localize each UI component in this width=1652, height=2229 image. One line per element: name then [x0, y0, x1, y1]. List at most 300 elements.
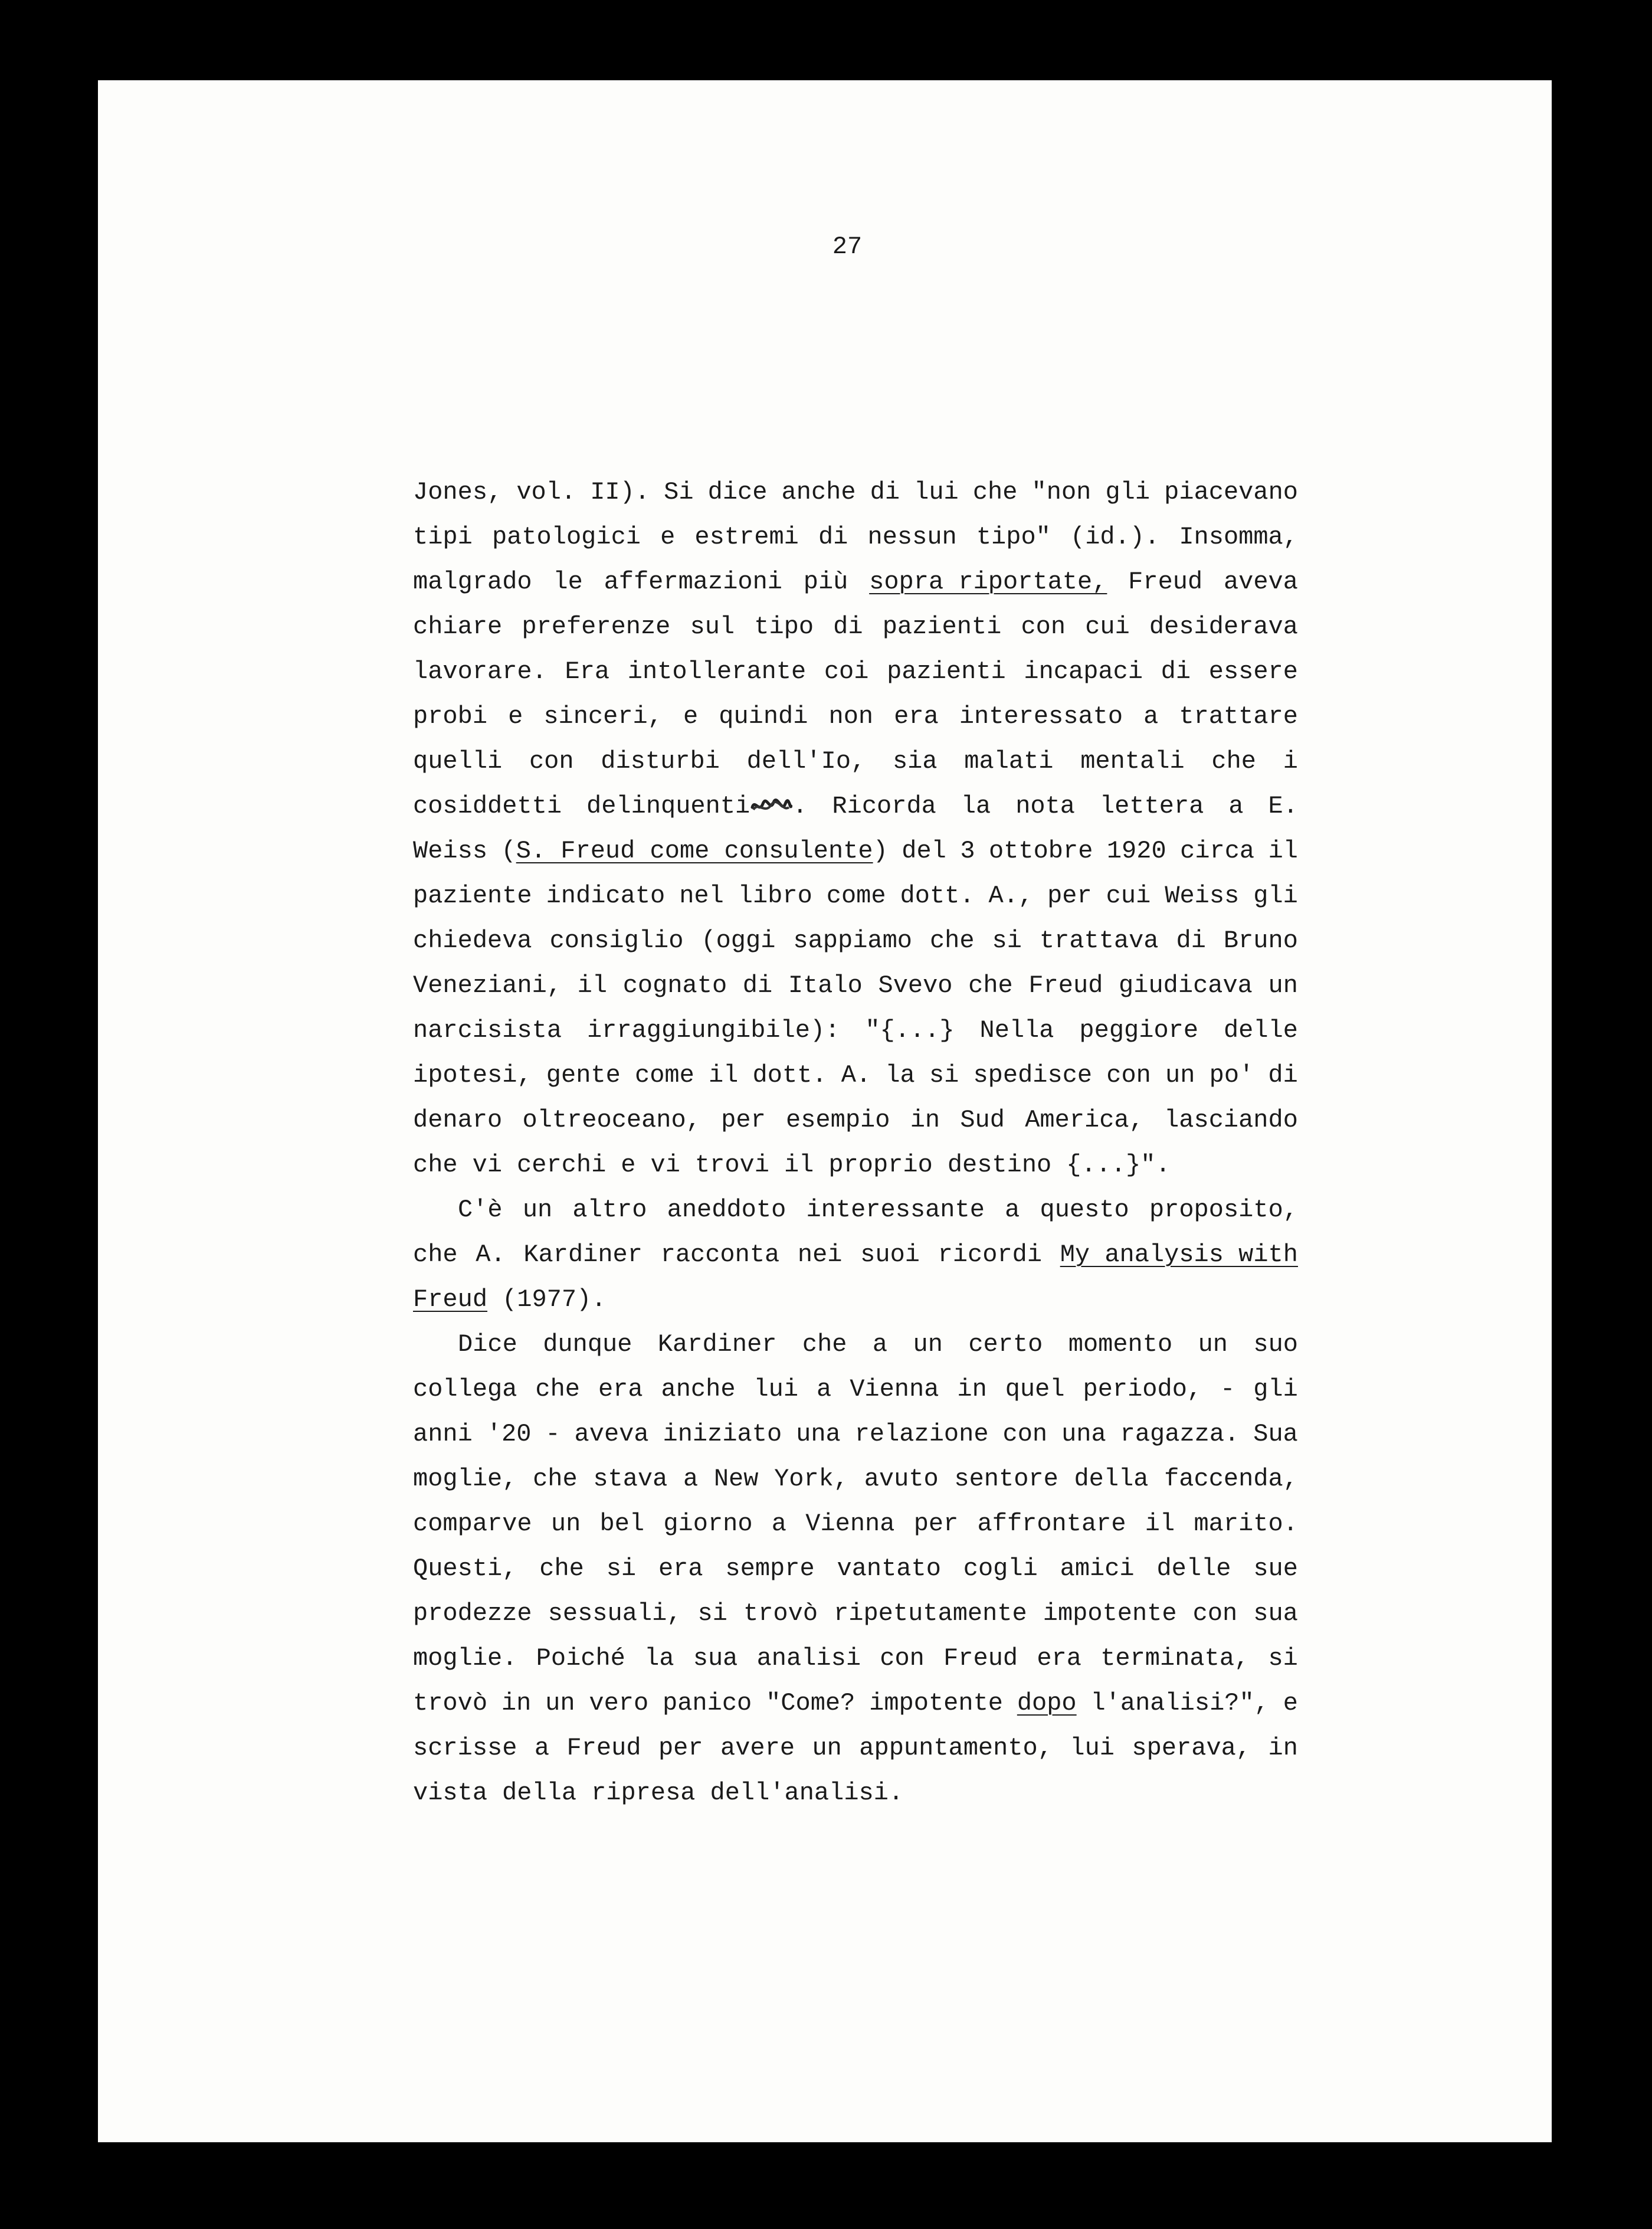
- word-text: suo: [1253, 1330, 1298, 1359]
- word: [913, 1322, 943, 1367]
- word: [1005, 1187, 1020, 1232]
- word: [812, 1726, 841, 1770]
- word: [989, 829, 1093, 873]
- word-text: cogli: [963, 1554, 1038, 1583]
- word-text: Si: [664, 478, 694, 506]
- word: [817, 1367, 831, 1412]
- word-text: e: [660, 523, 676, 551]
- word-text: i: [1283, 747, 1298, 775]
- word: [604, 559, 782, 604]
- word: [1015, 784, 1075, 829]
- word-text: malgrado: [413, 568, 532, 596]
- word-text: pazienti: [882, 613, 1002, 641]
- word-text: per: [913, 1510, 959, 1538]
- word-text: era: [658, 1554, 703, 1583]
- word: [701, 918, 775, 963]
- word-text: cui: [1106, 882, 1151, 910]
- word: [753, 1367, 798, 1412]
- word: [553, 559, 582, 604]
- word: [1210, 1053, 1254, 1098]
- word: [1120, 1412, 1240, 1456]
- word: [864, 1456, 939, 1501]
- word: [1106, 1053, 1151, 1098]
- word-text: Nella: [979, 1016, 1054, 1045]
- word-text: oltreoceano,: [522, 1106, 701, 1134]
- word-text: probi: [413, 702, 488, 731]
- word-text: in: [501, 1689, 532, 1717]
- word: [543, 1322, 632, 1367]
- word: [623, 963, 727, 1008]
- paragraph: [413, 1322, 1298, 1815]
- word-text: consiglio: [549, 927, 684, 955]
- word-text: un: [913, 1330, 943, 1359]
- word: [590, 470, 650, 515]
- word: [651, 1143, 680, 1187]
- word-text: C'è: [458, 1196, 503, 1224]
- word: [536, 1636, 625, 1681]
- word-text: vista: [413, 1779, 488, 1807]
- word-text: Bruno: [1223, 927, 1298, 955]
- word-text: Sua: [1253, 1420, 1298, 1448]
- word: [1198, 1322, 1228, 1367]
- word: [476, 1232, 505, 1277]
- word: [1143, 694, 1158, 739]
- word-text: affermazioni: [604, 568, 783, 596]
- word-text: nel: [679, 882, 724, 910]
- word: [930, 918, 975, 963]
- word: [413, 1501, 532, 1546]
- word-text: malati: [964, 747, 1054, 775]
- word-text: trattava: [1039, 927, 1159, 955]
- word-text: che: [413, 1151, 458, 1179]
- word: [593, 1456, 667, 1501]
- word: [1028, 963, 1103, 1008]
- word-text: dott.: [900, 882, 975, 910]
- word: [766, 1681, 855, 1726]
- word: [413, 470, 502, 515]
- text-line: [413, 1143, 1298, 1187]
- word-text: sentore: [954, 1465, 1058, 1493]
- word-text: a: [872, 1330, 888, 1359]
- word-text: a: [1143, 702, 1159, 731]
- word: [1253, 873, 1298, 918]
- word-text: incapaci: [1024, 657, 1143, 686]
- word-text: sinceri,: [543, 702, 663, 731]
- word: [413, 1546, 517, 1591]
- page-number: 27: [832, 233, 863, 261]
- word-text: impotente: [869, 1689, 1003, 1717]
- word: [738, 873, 812, 918]
- word-text: dunque: [543, 1330, 632, 1359]
- word-text: che: [413, 1240, 458, 1269]
- word-text: tipo: [754, 613, 814, 641]
- word: [929, 1053, 959, 1098]
- word: [887, 649, 1006, 694]
- word-text: Weiss: [413, 837, 488, 865]
- word-text: delle: [1156, 1554, 1231, 1583]
- word-text: con: [1192, 1599, 1238, 1628]
- word-text: Ricorda: [832, 792, 936, 820]
- word: [1283, 1681, 1298, 1726]
- word-text: 3: [960, 837, 975, 865]
- text-line: [413, 829, 1298, 873]
- word: [753, 1053, 827, 1098]
- word: [943, 1636, 1018, 1681]
- word-text: nota: [1015, 792, 1076, 820]
- word: [695, 1143, 769, 1187]
- word: [948, 1143, 1051, 1187]
- word-text: gli: [1253, 882, 1298, 910]
- word: [679, 873, 724, 918]
- word: [667, 1187, 786, 1232]
- word-text: come: [826, 882, 886, 910]
- word: [587, 1008, 840, 1053]
- word-text: appuntamento,: [859, 1734, 1053, 1762]
- word: [865, 1008, 954, 1053]
- word-text: a: [683, 1465, 699, 1493]
- word-text: trattare: [1179, 702, 1298, 731]
- word: [661, 1367, 736, 1412]
- word: [683, 694, 698, 739]
- word-text: di: [1268, 1061, 1298, 1089]
- text-line: [413, 963, 1298, 1008]
- word: [413, 1412, 473, 1456]
- word: [721, 1098, 766, 1143]
- word-text: sessuali,: [548, 1599, 682, 1628]
- word: [828, 1143, 932, 1187]
- word-text: il: [1145, 1510, 1175, 1538]
- word: [658, 1726, 703, 1770]
- word-text: spedisce: [973, 1061, 1093, 1089]
- word: [492, 515, 641, 559]
- word: [548, 1591, 682, 1636]
- word-text: tipi: [413, 523, 473, 551]
- word: [968, 1322, 1043, 1367]
- word: [1253, 1546, 1298, 1591]
- word: [591, 1770, 695, 1815]
- word-text: Freud: [566, 1734, 641, 1762]
- word: [413, 1726, 517, 1770]
- word: [635, 1053, 694, 1098]
- word: [1043, 1591, 1177, 1636]
- text-line: [413, 873, 1298, 918]
- word: [802, 1322, 847, 1367]
- text-line: [413, 1770, 1298, 1815]
- word: [586, 784, 807, 829]
- word-text: A.: [841, 1061, 871, 1089]
- word: [458, 1187, 503, 1232]
- word-text: desiderava: [1149, 613, 1298, 641]
- word-text: esempio: [786, 1106, 890, 1134]
- word-text: pazienti: [887, 657, 1006, 686]
- word: [413, 604, 502, 649]
- word: [523, 1232, 643, 1277]
- word: [902, 829, 946, 873]
- word: [1090, 1681, 1268, 1726]
- word: [910, 1098, 940, 1143]
- word-text: lui: [753, 1375, 799, 1403]
- word: [818, 515, 848, 559]
- word-text: ragazza.: [1120, 1420, 1240, 1448]
- word-text: Vienna: [850, 1375, 939, 1403]
- word: [1268, 1053, 1297, 1098]
- punctuation: .: [792, 792, 808, 820]
- word: [551, 1501, 581, 1546]
- word: [959, 694, 1123, 739]
- word: [413, 963, 562, 1008]
- word-text: sue: [1253, 1554, 1298, 1583]
- word: [413, 1770, 487, 1815]
- word-text: cerchi: [517, 1151, 607, 1179]
- word-text: II).: [590, 478, 650, 506]
- word: [837, 1546, 940, 1591]
- word-text: che: [539, 1554, 584, 1583]
- word-text: un: [812, 1734, 842, 1762]
- word-text: essere: [1208, 657, 1298, 686]
- word: [598, 1367, 643, 1412]
- word: [543, 694, 663, 739]
- word-text: della: [1074, 1465, 1149, 1493]
- word: [873, 1322, 887, 1367]
- word: [829, 694, 874, 739]
- word-text: gente: [546, 1061, 621, 1089]
- word-text: la: [644, 1644, 674, 1672]
- text-line: [413, 470, 1298, 515]
- word-text: per: [721, 1106, 766, 1134]
- word-text: trovi: [694, 1151, 769, 1179]
- word-text: nessun: [867, 523, 957, 551]
- word-text: era: [894, 702, 939, 731]
- body-text: [413, 470, 1298, 1815]
- word: [827, 873, 886, 918]
- word: [880, 1636, 925, 1681]
- word-text: 1920: [1106, 837, 1166, 865]
- word-text: sua: [693, 1644, 738, 1672]
- word: [501, 829, 887, 873]
- word: [960, 829, 975, 873]
- word: [487, 1412, 532, 1456]
- word: [893, 739, 938, 784]
- word-text: '20: [486, 1420, 532, 1448]
- text-line: [413, 918, 1298, 963]
- word-text: che: [929, 927, 975, 955]
- word-text: gli: [1105, 478, 1150, 506]
- word-text: Poiché: [536, 1644, 625, 1672]
- word-text: lasciando: [1164, 1106, 1298, 1134]
- word-text: e: [508, 702, 523, 731]
- word-text: interessato: [959, 702, 1123, 731]
- word-text: mentali: [1080, 747, 1185, 775]
- text-line: [413, 1501, 1298, 1546]
- word-text: Kardiner: [523, 1240, 643, 1269]
- word-text: in: [910, 1106, 940, 1134]
- word: [824, 649, 869, 694]
- word: [850, 1367, 939, 1412]
- word-text: (oggi: [701, 927, 776, 955]
- word: [869, 559, 1107, 604]
- word: [693, 1636, 738, 1681]
- word-text: ripresa: [591, 1779, 696, 1807]
- text-line: [413, 1456, 1298, 1501]
- word: [782, 470, 856, 515]
- word-text: E.: [1268, 792, 1298, 820]
- word-text: sul: [690, 613, 735, 641]
- word-text: che: [802, 1330, 847, 1359]
- word: [914, 1501, 959, 1546]
- word-text: lui: [1070, 1734, 1115, 1762]
- word-text: un: [1198, 1330, 1228, 1359]
- word: [747, 739, 866, 784]
- word: [878, 963, 952, 1008]
- word-text: denaro: [413, 1106, 503, 1134]
- word: [1061, 1412, 1106, 1456]
- word-text: amici: [1060, 1554, 1135, 1583]
- word: [413, 694, 487, 739]
- word-text: destino: [947, 1151, 1052, 1179]
- word-text: che: [972, 478, 1018, 506]
- word: [1021, 604, 1066, 649]
- word-text: affrontare: [977, 1510, 1126, 1538]
- word: [1228, 784, 1243, 829]
- word-text: che: [1211, 747, 1256, 775]
- word: [413, 1591, 532, 1636]
- word-text: analisi: [756, 1644, 861, 1672]
- word: [796, 1412, 841, 1456]
- word-text: di: [742, 971, 773, 1000]
- word: [743, 963, 772, 1008]
- word: [1164, 1098, 1298, 1143]
- word-text: nei: [797, 1240, 843, 1269]
- word-text: moglie.: [413, 1644, 517, 1672]
- word-text: quelli: [413, 747, 503, 775]
- word: [793, 918, 912, 963]
- word-text: il: [1268, 837, 1298, 865]
- word-text: scrisse: [413, 1734, 517, 1762]
- word-text: irraggiungibile):: [586, 1016, 840, 1045]
- text-line: [413, 1008, 1298, 1053]
- word-text: il: [784, 1151, 814, 1179]
- word: [1105, 470, 1150, 515]
- word-text: lavorare.: [413, 657, 547, 686]
- word: [957, 1367, 986, 1412]
- word: [658, 1546, 703, 1591]
- word-text: {...}".: [1066, 1151, 1171, 1179]
- word-text: del: [902, 837, 946, 865]
- word-text: cui: [1085, 613, 1130, 641]
- word-text: con: [1002, 1420, 1048, 1448]
- word: [894, 694, 939, 739]
- word: [860, 1232, 920, 1277]
- word: [545, 1681, 575, 1726]
- word: [832, 784, 936, 829]
- word: [1164, 1456, 1298, 1501]
- word: [660, 515, 675, 559]
- word: [786, 1098, 890, 1143]
- word: [708, 470, 768, 515]
- text-line: [413, 649, 1298, 694]
- text-line: [413, 1726, 1298, 1770]
- word-text: lettera: [1099, 792, 1204, 820]
- word: [578, 963, 607, 1008]
- word-text: po': [1209, 1061, 1254, 1089]
- word-text: sua: [1253, 1599, 1298, 1628]
- word: [575, 1412, 649, 1456]
- word: [523, 1187, 552, 1232]
- word: [413, 918, 532, 963]
- word: [805, 1501, 894, 1546]
- word-text: Era: [565, 657, 610, 686]
- word-text: disturbi: [601, 747, 720, 775]
- word: [1149, 1187, 1298, 1232]
- word-text: l'analisi?",: [1090, 1689, 1269, 1717]
- word: [413, 1232, 458, 1277]
- word-text: anche: [781, 478, 856, 506]
- word: [1037, 1636, 1081, 1681]
- word-text: piacevano: [1164, 478, 1298, 506]
- word-text: New: [713, 1465, 759, 1493]
- word-text: -: [1220, 1375, 1235, 1403]
- word: [458, 1322, 517, 1367]
- word-text: a: [817, 1375, 832, 1403]
- word: [1132, 1726, 1251, 1770]
- word: [859, 1726, 1053, 1770]
- word-text: di: [833, 613, 863, 641]
- word-text: momento: [1068, 1330, 1173, 1359]
- paragraph: [413, 1187, 1298, 1322]
- word: [938, 1232, 1042, 1277]
- word-text: Freud: [1128, 568, 1203, 596]
- word: [833, 604, 863, 649]
- word-text: in: [957, 1375, 987, 1403]
- text-line: [413, 1681, 1298, 1726]
- word-text: (id.).: [1070, 523, 1160, 551]
- word: [1194, 1501, 1297, 1546]
- word: [834, 1591, 1027, 1636]
- word: [413, 1098, 502, 1143]
- word-text: narcisista: [413, 1016, 562, 1045]
- word-text: come: [634, 1061, 694, 1089]
- word: [1220, 1367, 1235, 1412]
- word-text: ottobre: [988, 837, 1093, 865]
- word-text: chiedeva: [413, 927, 532, 955]
- word: [1066, 1143, 1170, 1187]
- word-text: di: [1176, 927, 1206, 955]
- word-text: Questi,: [413, 1554, 517, 1583]
- word: [413, 1053, 532, 1098]
- word-text: altro: [572, 1196, 647, 1224]
- word-text: A.: [476, 1240, 506, 1269]
- word: [714, 1456, 759, 1501]
- word: [1149, 604, 1298, 649]
- word-text: iniziato: [663, 1420, 782, 1448]
- word: [1283, 739, 1298, 784]
- word: [961, 784, 991, 829]
- word: [502, 1681, 531, 1726]
- word: [804, 559, 848, 604]
- word: [1060, 1232, 1298, 1277]
- word: [1119, 963, 1253, 1008]
- word: [855, 1412, 989, 1456]
- word-text: peggiore: [1079, 1016, 1199, 1045]
- word: [1179, 515, 1298, 559]
- word-text: vi: [650, 1151, 680, 1179]
- word: [868, 515, 957, 559]
- word-text: per: [658, 1734, 703, 1762]
- word-text: bel: [599, 1510, 645, 1538]
- word: [989, 873, 1034, 918]
- word: [607, 1546, 636, 1591]
- word-text: Insomma,: [1179, 523, 1298, 551]
